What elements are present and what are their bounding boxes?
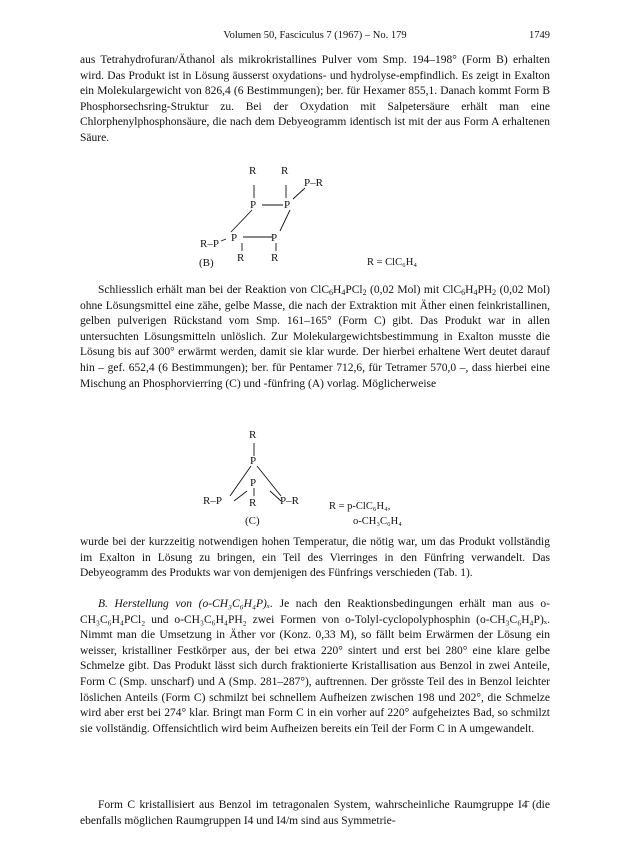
substituent-r: R — [249, 429, 257, 441]
text-run: (0,02 Mol) ohne Lösungsmittel eine zähe, gelbe Masse, die nach der Extraktion mit Äther einen feinkristallinen, gelben pulverigen Rückstand vom Smp. 161–165° (Form C) gibt. Das Produkt war in allen untersuchten Lösungsmitteln unlöslich. Zur Molekulargewichtsbestimmung in Exalton musste die Lösung bis auf 300° erwärmt werden, damit sie klar wurde. Der hierbei erhaltene Wert deutet darauf hin – gef. 652,4 (6 Bestimmungen); ber. für Pentamer 712,6, für Tetramer 570,0 –, dass hierbei eine Mischung an Phosphorvierring (C) und -fünfring (A) vorlag. Möglicherweise — [80, 284, 550, 390]
paragraph-debyeogram: wurde bei der kurzzeitig notwendigen hohen Temperatur, die nötig war, um das Produkt vollständig im Exalton in Lösung zu bringen, ein Teil des Vierringes in den Fünfring verwandelt. Das Debyeogramm des Produkts war von demjenigen des Fünfrings verschieden (Tab. 1). — [80, 536, 550, 580]
journal-citation: Volumen 50, Fasciculus 7 (1967) – No. 179 — [223, 30, 407, 41]
paragraph-form-b: aus Tetrahydrofuran/Äthanol als mikrokristallines Pulver vom Smp. 194–198° (Form B) erhalten wird. Das Produkt ist in Lösung äusserst oxydations- und hydrolyse-empfindlich. Es zeigt in Exalton ein Molekulargewicht von 826,4 (6 Bestimmungen); ber. für Hexamer 855,1. Danach kommt Form B Phosphorsechsring-Struktur zu. Bei der Oxydation mit Salpetersäure erhält man eine Chlorphenylphosphonsäure, die nach dem Debyeogramm identisch ist mit der aus Form A erhaltenen Säure. — [80, 54, 550, 144]
section-heading: B. Herstellung von (o-CH₃C₆H₄P)ₓ. — [98, 598, 273, 610]
phosphorus-atom: P — [250, 455, 257, 467]
phosphorus-atom: P — [231, 232, 238, 244]
paragraph-crystal-system: Form C kristallisiert aus Benzol im tetragonalen System, wahrscheinliche Raumgruppe I4̄ (die ebenfalls möglichen Raumgruppen I4 und I4/m sind aus Symmetrie- — [80, 799, 550, 827]
figure-label-b: (B) — [199, 257, 214, 269]
subscript: 4 — [341, 288, 346, 297]
phosphorus-atom: P — [250, 199, 257, 211]
text-run: PH — [477, 284, 493, 296]
substituent-r-p: R–P — [200, 238, 219, 250]
subscript: 2 — [362, 288, 367, 297]
subscript: 6 — [461, 288, 466, 297]
figure-label-c: (C) — [245, 515, 260, 527]
text-run: Schliesslich erhält man bei der Reaktion von ClC — [98, 284, 329, 296]
text-run: H — [333, 284, 342, 296]
substituent-r: R — [271, 252, 279, 264]
text-run: PCl — [345, 284, 363, 296]
substituent-p-r: P–R — [304, 177, 323, 189]
subscript: 4 — [473, 288, 478, 297]
substituent-r: R — [249, 497, 257, 509]
paragraph-form-c — [80, 283, 550, 392]
substituent-r: R — [249, 165, 257, 177]
substituent-r: R — [281, 165, 289, 177]
paragraph-section-b — [80, 597, 550, 737]
page-number: 1749 — [529, 30, 550, 41]
phosphorus-atom: P — [250, 477, 257, 489]
text-run: (0,02 Mol) mit ClC — [366, 284, 462, 296]
phosphorus-atom: P — [284, 199, 291, 211]
substituent-p-r: P–R — [280, 495, 299, 507]
text-run: H — [465, 284, 474, 296]
paragraph-body: Je nach den Reaktionsbedingungen erhält man aus o-CH₃C₆H₄PCl₂ und o-CH₃C₆H₄PH₂ zwei Formen von o-Tolyl-cyclopolyphosphin (o-CH₃C₆H₄P)ₓ. Nimmt man die Umsetzung in Äther vor (Konz. 0,33 M), so fällt beim Erwärmen der Lösung ein weisser, kristalliner Festkörper aus, der bei etwa 220° sintert und erst bei 280° eine klare gelbe Schmelze gibt. Das Produkt lässt sich durch fraktionierte Kristallisation aus Benzol in zwei Anteile, Form C (Smp. unscharf) und A (Smp. 281–287°), auftrennen. Der grösste Teil des in Benzol leichter löslichen Anteils (Form C) schmilzt bei schnellem Aufheizen zwischen 198 und 202°, die Schmelze wird aber erst bei 274° klar. Bringt man Form C in ein vorher auf 220° aufgeheiztes Bad, so schmilzt sie vollständig. Offensichtlich wird beim Aufheizen bereits ein Teil der Form C in A umgewandelt. — [80, 598, 551, 735]
substituent-r-p: R–P — [203, 495, 222, 507]
substituent-r: R — [237, 252, 245, 264]
r-definition-c-line2: o-CH₃C₆H₄ — [353, 516, 402, 527]
r-definition-c-line1: R = p-ClC₆H₄, — [329, 501, 391, 512]
subscript: 6 — [329, 288, 333, 297]
phosphorus-atom: P — [271, 232, 278, 244]
subscript: 2 — [492, 288, 497, 297]
r-definition-b: R = ClC₆H₄ — [367, 257, 418, 268]
